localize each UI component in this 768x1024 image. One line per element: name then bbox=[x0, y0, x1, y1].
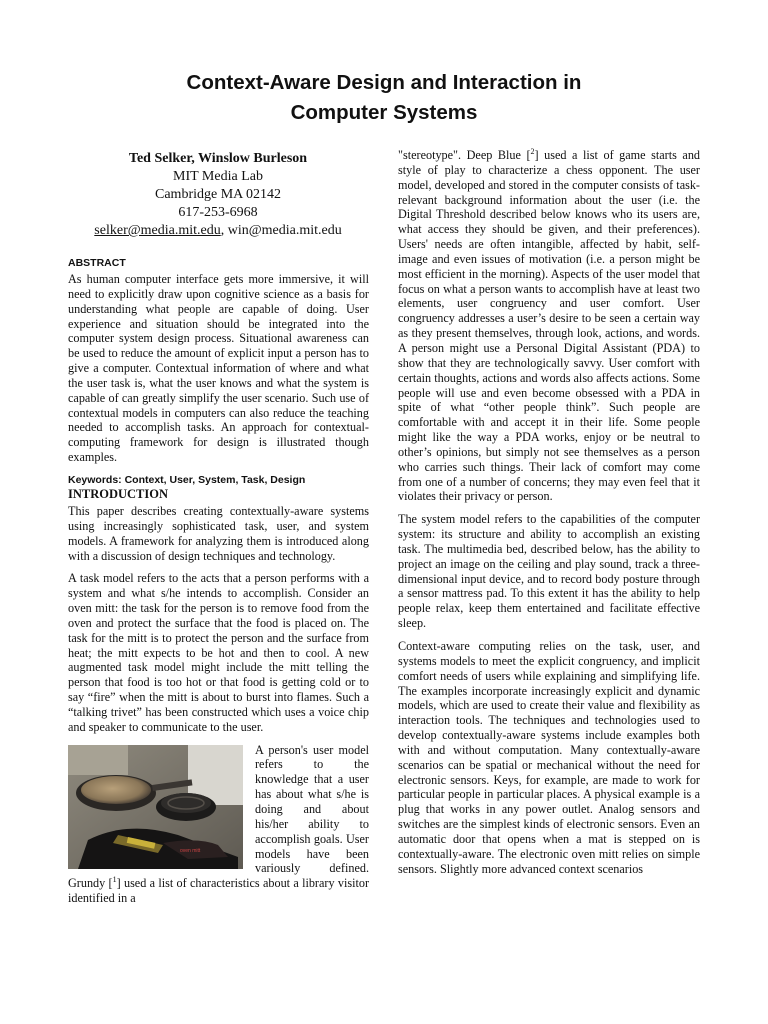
intro-paragraph-2: A task model refers to the acts that a person performs with a system and what s/he intends to accomplish. Consider an oven mitt: the task for the person is to remove food from the oven and protect the surface that the food is placed on. The task for the mitt is to protect the person and the surface from heat; the mitt expects to be hot and then to cool. A new augmented task model might include the mitt telling the person that food is too hot or that food is getting cold or to say “fire” when the mitt is about to burst into flames. Such a “talking trivet” has been constructed which uses a voice chip and speaker to communicate to the user. bbox=[68, 571, 369, 734]
abstract-text: As human computer interface gets more immersive, it will need to explicitly draw upon cognitive science as a basis for understanding what people are capable of doing. User experience and situation should be integrated into the computer system design process. Situational awareness can be used to reduce the amount of explicit input a person has to give a computer. Contextual information of where and what the user task is, what the user knows and what the system is capable of can greatly simplify the user scenario. Such use of contextual models in computers can also reduce the teaching needed to accomplish tasks. An approach for contextual-computing framework for design is illustrated though examples. bbox=[68, 272, 369, 465]
author-names: Ted Selker, Winslow Burleson bbox=[128, 151, 308, 166]
citation-ref-2: 2 bbox=[530, 146, 535, 156]
right-paragraph-1-end: ] used a list of game starts and style of play to characterize a chess opponent. The user model, developed and stored in the computer consists of task-relevant background information about the user (i.e. the Digital Threshold described below knows who its users are, what access they should be given, and their preferences). Users' needs are often intangible, affected by habit, self-image and even issues of motivation (i.e. a person might be most efficient in the morning). Aspects of the user model that focus on what a person wants to accomplish have at least two elements, user congruency and user comfort. User congruency addresses a user’s desire to be seen a certain way as they present themselves, through look, actions, and words. A person might use a Personal Digital Assistant (PDA) to show that they are technologically savvy. User comfort with certain thoughts, actions and words also affects actions. Some people will use and even become obsessed with a PDA in spite of what “other people think”. Such people are comfortable with and accept it in their life. Some people might like the way a PDA works, enjoy or be neutral to other’s opinions, but simply not see themselves as a person who carries such things. Their lack of comfort may come from one of a number of concerns; they may even feel that it violates their privacy or person. bbox=[398, 148, 701, 504]
author-phone: 617-253-6968 bbox=[178, 205, 258, 220]
email-link-selker[interactable]: selker@media.mit.edu bbox=[94, 223, 221, 238]
author-emails bbox=[68, 222, 368, 240]
intro-paragraph-3-start: A person's user model refers to the knowledge that a user has about what s/he is doing and about his/her ability to accomplish goals. User models have been variously defined. Grundy [ bbox=[68, 742, 369, 891]
right-column bbox=[398, 148, 700, 885]
intro-paragraph-1: This paper describes creating contextually-aware systems using increasingly sophisticated task, user, and system models. A framework for analyzing them is introduced along with a discussion of design techniques and technology. bbox=[68, 503, 369, 563]
left-column bbox=[68, 256, 369, 914]
abstract-heading: ABSTRACT bbox=[68, 257, 126, 269]
author-city: Cambridge MA 02142 bbox=[155, 187, 281, 202]
oven-mitt-photo bbox=[68, 745, 243, 869]
svg-text:oven mitt: oven mitt bbox=[180, 847, 201, 854]
right-paragraph-3: Context-aware computing relies on the task, user, and systems models to meet the explicit congruency, and implicit comfort needs of users while explaining and simplifying life. The examples incorporate increasingly explicit and dynamic models, which are used to create their value and flexibility as interaction tools. The techniques and technologies used to develop contextually-aware systems include examples both with and without computation. Many contextually-aware scenarios can be spatial or mechanical without the need for electronic sensors. Keys, for example, are made to work for particular people in particular places. A physical example is a plug that works in any power outlet. Analog sensors and switches are the simplest kinds of electronic sensors. Even an automatic door that opens when a mat is stepped on is contextually-aware. The electronic oven mitt relies on simple sensors. Slightly more advanced context scenarios bbox=[398, 639, 700, 876]
title-line-1: Context-Aware Design and Interaction in bbox=[186, 71, 582, 94]
paper-title bbox=[0, 68, 768, 128]
email-burleson: , win@media.mit.edu bbox=[220, 223, 342, 238]
right-paragraph-2: The system model refers to the capabilities of the computer system: its structure and ability to accomplish an existing task. The multimedia bed, described below, has the ability to project an image on the ceiling and play sound, track a three-dimensional input device, and to record body posture through a sensor mattress pad. To this extent it has the ability to help people relax, keep them entertained and facilitate effective sleep. bbox=[398, 512, 700, 631]
author-block bbox=[68, 150, 368, 240]
intro-paragraph-3-end: ] used a list of characteristics about a library visitor identified in a bbox=[68, 876, 370, 906]
right-paragraph-1 bbox=[398, 148, 700, 504]
title-line-2: Computer Systems bbox=[290, 101, 478, 124]
author-affiliation: MIT Media Lab bbox=[173, 169, 263, 184]
keywords-line: Keywords: Context, User, System, Task, Design bbox=[68, 473, 306, 486]
oven-mitt-photo-image bbox=[68, 745, 243, 869]
introduction-heading: INTRODUCTION bbox=[68, 486, 169, 501]
intro-paragraph-3 bbox=[68, 743, 369, 906]
right-paragraph-1-start: "stereotype". Deep Blue [ bbox=[398, 148, 531, 162]
citation-ref-1: 1 bbox=[112, 875, 117, 885]
